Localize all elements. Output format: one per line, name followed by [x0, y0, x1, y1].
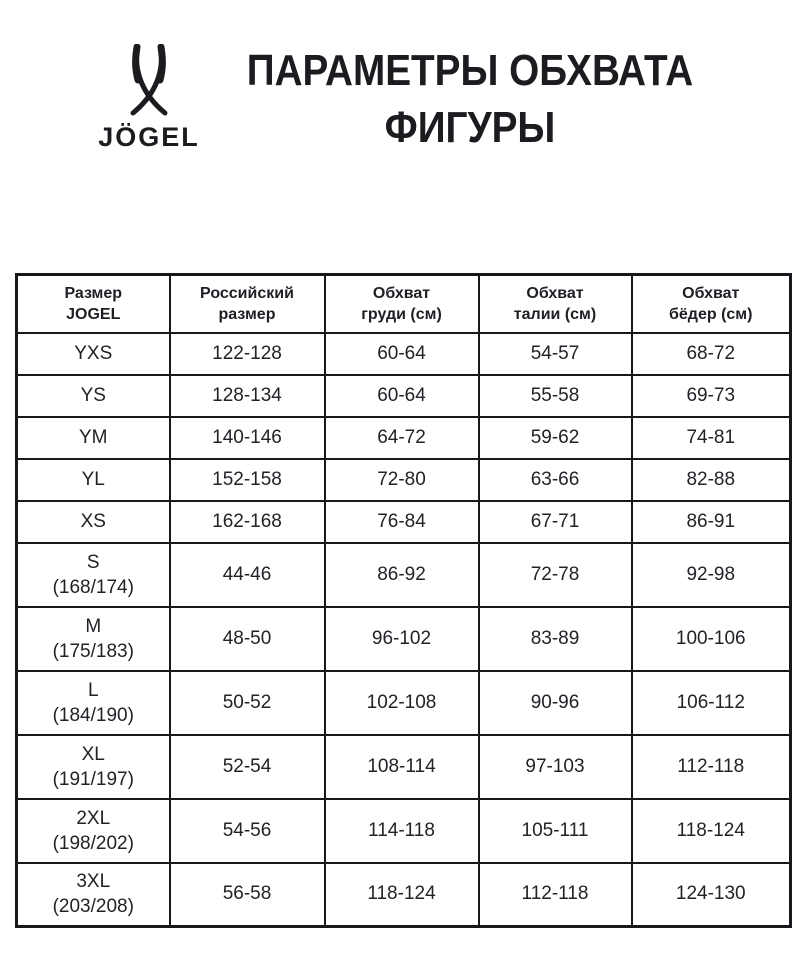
cell-chest: 64-72 — [325, 417, 479, 459]
cell-chest: 96-102 — [325, 607, 479, 671]
table-row — [17, 417, 791, 459]
cell-waist: 112-118 — [479, 863, 632, 927]
table-row — [17, 863, 791, 927]
header-hips — [632, 275, 791, 333]
size-height-note: (198/202) — [52, 832, 134, 854]
size-height-note: (203/208) — [52, 896, 134, 918]
size-height-note: (191/197) — [52, 768, 134, 790]
cell-russian-size: 48-50 — [170, 607, 325, 671]
cell-hips: 124-130 — [632, 863, 791, 927]
cell-chest: 114-118 — [325, 799, 479, 863]
header-text: Обхват — [372, 284, 431, 302]
table-row — [17, 375, 791, 417]
header-size-jogel — [17, 275, 170, 333]
cell-size — [17, 417, 170, 459]
cell-russian-size: 140-146 — [170, 417, 325, 459]
size-label: M — [85, 615, 102, 637]
header-text: Российский — [200, 284, 294, 302]
cell-hips: 68-72 — [632, 333, 791, 375]
page-title-line1: ПАРАМЕТРЫ ОБХВАТА — [246, 46, 694, 95]
cell-russian-size: 122-128 — [170, 333, 325, 375]
cell-russian-size: 50-52 — [170, 671, 325, 735]
table-row — [17, 543, 791, 607]
size-label: YS — [80, 385, 106, 406]
cell-chest: 60-64 — [325, 375, 479, 417]
cell-waist: 54-57 — [479, 333, 632, 375]
table-row — [17, 459, 791, 501]
cell-russian-size: 162-168 — [170, 501, 325, 543]
table-row — [17, 735, 791, 799]
size-height-note: (168/174) — [52, 576, 134, 598]
size-label: XS — [80, 511, 106, 532]
cell-waist: 90-96 — [479, 671, 632, 735]
size-label: YM — [79, 427, 108, 448]
cell-hips: 106-112 — [632, 671, 791, 735]
cell-russian-size: 44-46 — [170, 543, 325, 607]
jogel-emblem-icon — [122, 44, 176, 118]
cell-chest: 108-114 — [325, 735, 479, 799]
cell-hips: 112-118 — [632, 735, 791, 799]
cell-russian-size: 54-56 — [170, 799, 325, 863]
cell-size — [17, 375, 170, 417]
header-text: бёдер (см) — [669, 305, 753, 323]
cell-russian-size: 52-54 — [170, 735, 325, 799]
cell-size — [17, 863, 170, 927]
header-russian-size — [170, 275, 325, 333]
cell-size — [17, 543, 170, 607]
size-label: L — [87, 679, 99, 701]
header-text: JOGEL — [66, 305, 121, 323]
cell-size — [17, 333, 170, 375]
cell-chest: 60-64 — [325, 333, 479, 375]
cell-waist: 105-111 — [479, 799, 632, 863]
cell-hips: 86-91 — [632, 501, 791, 543]
cell-size — [17, 671, 170, 735]
cell-russian-size: 152-158 — [170, 459, 325, 501]
cell-chest: 86-92 — [325, 543, 479, 607]
cell-waist: 72-78 — [479, 543, 632, 607]
cell-russian-size: 56-58 — [170, 863, 325, 927]
cell-waist: 55-58 — [479, 375, 632, 417]
cell-hips: 92-98 — [632, 543, 791, 607]
table-row — [17, 333, 791, 375]
table-header-row — [17, 275, 791, 333]
table-row — [17, 799, 791, 863]
cell-hips: 82-88 — [632, 459, 791, 501]
header-text: Размер — [64, 284, 123, 302]
cell-chest: 76-84 — [325, 501, 479, 543]
cell-hips: 74-81 — [632, 417, 791, 459]
header-text: талии (см) — [513, 305, 597, 323]
header-text: Обхват — [526, 284, 584, 302]
header-text: груди (см) — [361, 305, 442, 323]
size-chart-table — [15, 273, 792, 928]
cell-chest: 102-108 — [325, 671, 479, 735]
size-label: 3XL — [76, 871, 111, 893]
cell-russian-size: 128-134 — [170, 375, 325, 417]
cell-hips: 69-73 — [632, 375, 791, 417]
header-text: Обхват — [682, 284, 740, 302]
cell-size — [17, 459, 170, 501]
brand-wordmark: JÖGEL — [98, 122, 200, 152]
cell-waist: 67-71 — [479, 501, 632, 543]
page-title — [188, 42, 751, 156]
size-label: YL — [81, 469, 105, 490]
cell-size — [17, 501, 170, 543]
size-height-note: (175/183) — [52, 640, 134, 662]
page-title-line2: ФИГУРЫ — [384, 103, 556, 152]
size-label: 2XL — [76, 807, 111, 829]
size-label: S — [86, 551, 100, 573]
cell-waist: 63-66 — [479, 459, 632, 501]
header-text: размер — [218, 305, 276, 323]
cell-hips: 118-124 — [632, 799, 791, 863]
table-row — [17, 671, 791, 735]
cell-waist: 83-89 — [479, 607, 632, 671]
size-label: XL — [81, 743, 105, 765]
size-height-note: (184/190) — [52, 704, 134, 726]
cell-hips: 100-106 — [632, 607, 791, 671]
table-row — [17, 607, 791, 671]
cell-waist: 59-62 — [479, 417, 632, 459]
cell-size — [17, 607, 170, 671]
cell-size — [17, 735, 170, 799]
cell-size — [17, 799, 170, 863]
cell-waist: 97-103 — [479, 735, 632, 799]
cell-chest: 118-124 — [325, 863, 479, 927]
header-waist — [479, 275, 632, 333]
table-row — [17, 501, 791, 543]
size-label: YXS — [74, 343, 113, 364]
cell-chest: 72-80 — [325, 459, 479, 501]
header-chest — [325, 275, 479, 333]
